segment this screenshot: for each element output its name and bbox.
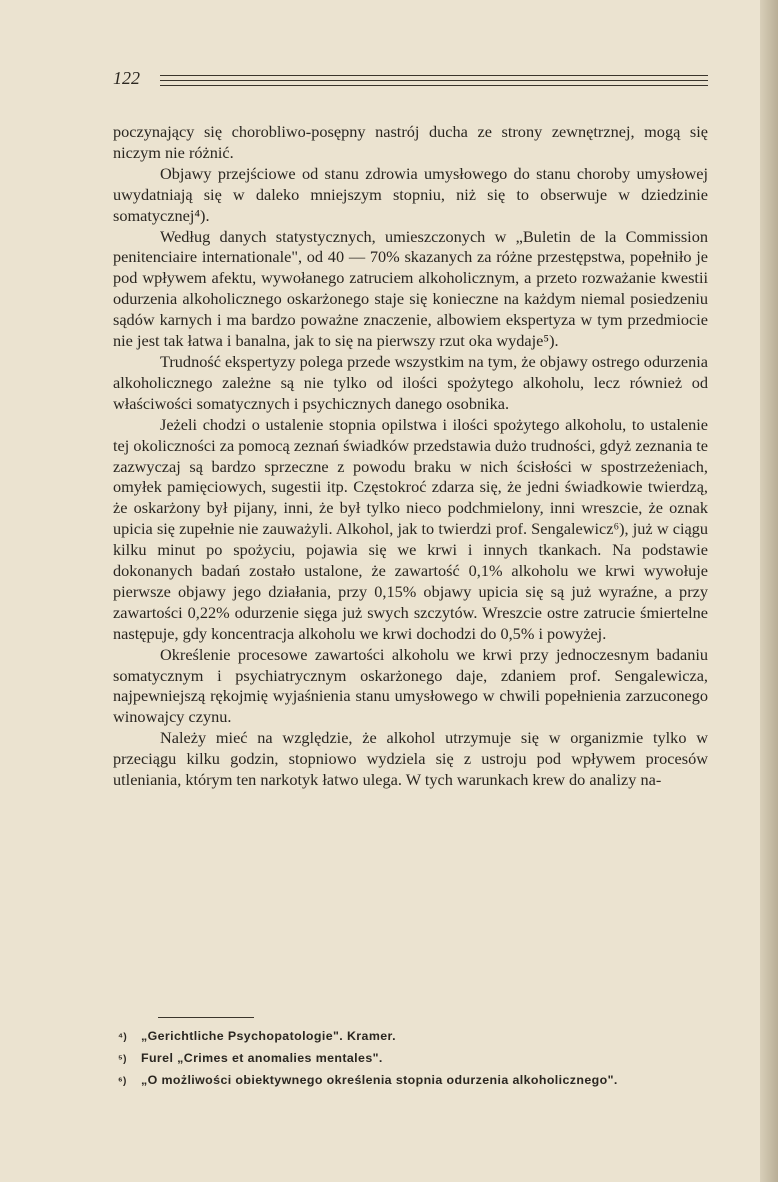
footnote-text: „Gerichtliche Psychopatologie". Kramer. [141,1029,396,1043]
paragraph: poczynający się chorobliwo-posępny nastrój ducha ze strony zewnętrznej, mogą się niczym nie różnić. [113,122,708,162]
footnote [113,1026,708,1048]
header-rule [160,75,708,76]
page-number: 122 [113,68,140,88]
footnote-mark: ⁶) [118,1076,127,1087]
footnote-text: Furel „Crimes et anomalies mentales". [141,1051,383,1065]
footnote [113,1070,708,1092]
paragraph: Według danych statystycznych, umieszczonych w „Buletin de la Commission penitenciaire internationale", od 40 — 70% skazanych za różne przestępstwa, popełniło je pod wpływem afektu, wywołanego zatruciem alkoholicznym, a przeto rozważanie kwestii odurzenia alkoholicznego oskarżonego staje się konieczne na każdym niemal posiedzeniu sądów karnych i ma bardzo poważne znaczenie, albowiem ekspertyza w tym przedmiocie nie jest tak łatwa i banalna, jak to się na pierwszy rzut oka wydaje⁵). [113,226,708,351]
page-header [113,68,708,92]
paragraph: Objawy przejściowe od stanu zdrowia umysłowego do stanu choroby umysłowej uwydatniają się w daleko mniejszym stopniu, niż się to obserwuje w dziedzinie somatycznej⁴). [113,163,708,225]
footnote-separator [158,1017,254,1018]
header-rule [160,85,708,86]
paragraph: Należy mieć na względzie, że alkohol utrzymuje się w organizmie tylko w przeciągu kilku godzin, stopniowo wydziela się z ustroju pod wpływem procesów utleniania, którym ten narkotyk łatwo ulega. W tych warunkach krew do analizy na- [113,728,708,790]
paragraph: Trudność ekspertyzy polega przede wszystkim na tym, że objawy ostrego odurzenia alkoholicznego zależne są nie tylko od ilości spożytego alkoholu, lecz również od właściwości somatycznych i psychicznych danego osobnika. [113,351,708,413]
paragraph: Jeżeli chodzi o ustalenie stopnia opilstwa i ilości spożytego alkoholu, to ustalenie tej okoliczności za pomocą zeznań świadków przedstawia dużo trudności, gdyż zeznania te zazwyczaj są bardzo sprzeczne z powodu braku w nich ścisłości w spostrzeżeniach, omyłek pamięciowych, sugestii itp. Częstokroć zdarza się, że jedni świadkowie twierdzą, że oskarżony był pijany, inni, że był tylko nieco podchmielony, inni wreszcie, że oznak upicia się zupełnie nie zauważyli. Alkohol, jak to twierdzi prof. Sengalewicz⁶), już w ciągu kilku minut po spożyciu, pojawia się we krwi i innych tkankach. Na podstawie dokonanych badań zostało ustalone, że zawartość 0,1% alkoholu we krwi wywołuje pierwsze objawy jego działania, przy 0,15% objawy upicia się są już wyraźne, a przy zawartości 0,22% odurzenie sięga już swych szczytów. Wreszcie ostre zatrucie śmiertelne następuje, gdy koncentracja alkoholu we krwi dochodzi do 0,5% i powyżej. [113,414,708,643]
footnote-text: „O możliwości obiektywnego określenia stopnia odurzenia alkoholicznego". [141,1073,618,1087]
footnote [113,1048,708,1070]
paragraph: Określenie procesowe zawartości alkoholu we krwi przy jednoczesnym badaniu somatycznym i psychiatrycznym oskarżonego daje, zdaniem prof. Sengalewicza, najpewniejszą rękojmię wyjaśnienia stanu umysłowego w chwili popełnienia zarzuconego winowajcy czynu. [113,644,708,727]
footnote-mark: ⁵) [118,1054,127,1065]
header-rule [160,80,708,81]
footnote-mark: ⁴) [118,1032,128,1043]
page-edge [760,0,778,1182]
body-text [113,122,708,791]
footnotes [113,1026,708,1092]
